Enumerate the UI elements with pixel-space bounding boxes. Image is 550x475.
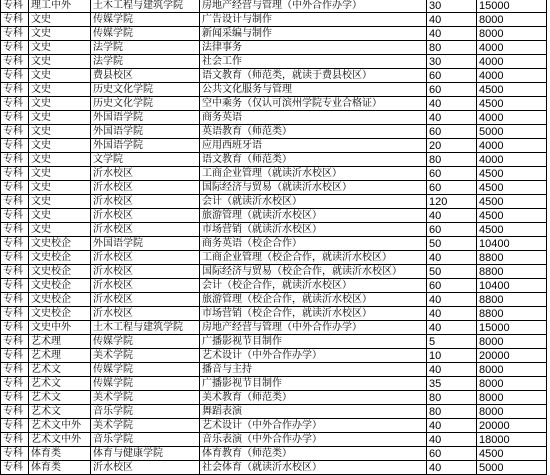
category-cell: 文史 xyxy=(29,209,91,223)
level-cell: 专科 xyxy=(1,237,29,251)
category-cell: 文史 xyxy=(29,167,91,181)
tuition-cell: 4500 xyxy=(477,83,547,97)
table-row xyxy=(1,13,547,27)
table-row xyxy=(1,293,547,307)
plan-count-cell: 40 xyxy=(427,209,477,223)
plan-count-cell: 60 xyxy=(427,69,477,83)
category-cell: 艺术理 xyxy=(29,349,91,363)
level-cell: 专科 xyxy=(1,391,29,405)
college-cell: 美术学院 xyxy=(91,419,200,433)
college-cell: 沂水校区 xyxy=(91,167,200,181)
category-cell: 艺术文中外 xyxy=(29,433,91,447)
table-row xyxy=(1,279,547,293)
category-cell: 文史 xyxy=(29,223,91,237)
category-cell: 艺术文中外 xyxy=(29,419,91,433)
level-cell: 专科 xyxy=(1,377,29,391)
college-cell: 体育与健康学院 xyxy=(91,447,200,461)
plan-count-cell: 40 xyxy=(427,461,477,475)
college-cell: 外国语学院 xyxy=(91,139,200,153)
table-row xyxy=(1,139,547,153)
plan-count-cell: 80 xyxy=(427,405,477,419)
level-cell: 专科 xyxy=(1,41,29,55)
college-cell: 音乐学院 xyxy=(91,405,200,419)
plan-count-cell: 80 xyxy=(427,391,477,405)
tuition-cell: 4000 xyxy=(477,111,547,125)
category-cell: 文史 xyxy=(29,55,91,69)
plan-count-cell: 40 xyxy=(427,419,477,433)
plan-count-cell: 60 xyxy=(427,181,477,195)
category-cell: 文史 xyxy=(29,111,91,125)
college-cell: 美术学院 xyxy=(91,391,200,405)
level-cell: 专科 xyxy=(1,0,29,13)
major-cell: 会计（校企合作，就读沂水校区） xyxy=(200,279,427,293)
table-row xyxy=(1,251,547,265)
tuition-cell: 15000 xyxy=(477,0,547,13)
tuition-cell: 15000 xyxy=(477,321,547,335)
plan-count-cell: 60 xyxy=(427,83,477,97)
tuition-cell: 4500 xyxy=(477,447,547,461)
table-row xyxy=(1,349,547,363)
tuition-cell: 20000 xyxy=(477,419,547,433)
major-cell: 社会体育（就读沂水校区） xyxy=(200,461,427,475)
category-cell: 艺术文 xyxy=(29,405,91,419)
level-cell: 专科 xyxy=(1,111,29,125)
tuition-cell: 8800 xyxy=(477,251,547,265)
plan-count-cell: 60 xyxy=(427,279,477,293)
major-cell: 广播影视节目制作 xyxy=(200,335,427,349)
major-cell: 应用西班牙语 xyxy=(200,139,427,153)
major-cell: 广告设计与制作 xyxy=(200,13,427,27)
category-cell: 文史校企 xyxy=(29,279,91,293)
college-cell: 沂水校区 xyxy=(91,265,200,279)
major-cell: 商务英语 xyxy=(200,111,427,125)
level-cell: 专科 xyxy=(1,349,29,363)
table-row xyxy=(1,377,547,391)
major-cell: 旅游管理（就读沂水校区） xyxy=(200,209,427,223)
major-cell: 国际经济与贸易（校企合作，就读沂水校区） xyxy=(200,265,427,279)
category-cell: 文史 xyxy=(29,139,91,153)
tuition-cell: 4000 xyxy=(477,153,547,167)
level-cell: 专科 xyxy=(1,83,29,97)
college-cell: 沂水校区 xyxy=(91,307,200,321)
category-cell: 体育类 xyxy=(29,447,91,461)
table-row xyxy=(1,167,547,181)
major-cell: 语文教育（师范类，就读于费县校区） xyxy=(200,69,427,83)
table-row xyxy=(1,461,547,475)
level-cell: 专科 xyxy=(1,223,29,237)
level-cell: 专科 xyxy=(1,461,29,475)
major-cell: 市场营销（校企合作，就读沂水校区） xyxy=(200,307,427,321)
plan-count-cell: 40 xyxy=(427,111,477,125)
tuition-cell: 8000 xyxy=(477,335,547,349)
category-cell: 文史 xyxy=(29,153,91,167)
tuition-cell: 4000 xyxy=(477,69,547,83)
level-cell: 专科 xyxy=(1,125,29,139)
tuition-cell: 8000 xyxy=(477,13,547,27)
major-cell: 广播影视节目制作 xyxy=(200,377,427,391)
table-row xyxy=(1,307,547,321)
category-cell: 文史 xyxy=(29,97,91,111)
major-cell: 英语教育（师范类） xyxy=(200,125,427,139)
college-cell: 美术学院 xyxy=(91,349,200,363)
category-cell: 文史中外 xyxy=(29,321,91,335)
major-cell: 市场营销（就读沂水校区） xyxy=(200,223,427,237)
plan-count-cell: 40 xyxy=(427,251,477,265)
level-cell: 专科 xyxy=(1,195,29,209)
plan-count-cell: 40 xyxy=(427,13,477,27)
table-row xyxy=(1,419,547,433)
tuition-cell: 10400 xyxy=(477,237,547,251)
tuition-cell: 8000 xyxy=(477,363,547,377)
level-cell: 专科 xyxy=(1,279,29,293)
plan-count-cell: 5 xyxy=(427,335,477,349)
level-cell: 专科 xyxy=(1,447,29,461)
table-row xyxy=(1,125,547,139)
level-cell: 专科 xyxy=(1,321,29,335)
college-cell: 传媒学院 xyxy=(91,335,200,349)
major-cell: 旅游管理（校企合作，就读沂水校区） xyxy=(200,293,427,307)
major-cell: 工商企业管理（就读沂水校区） xyxy=(200,167,427,181)
major-cell: 社会工作 xyxy=(200,55,427,69)
major-cell: 语文教育（师范类） xyxy=(200,153,427,167)
table-row xyxy=(1,181,547,195)
tuition-cell: 4500 xyxy=(477,223,547,237)
major-cell: 体育教育（师范类） xyxy=(200,447,427,461)
college-cell: 传媒学院 xyxy=(91,27,200,41)
level-cell: 专科 xyxy=(1,209,29,223)
college-cell: 法学院 xyxy=(91,41,200,55)
plan-count-cell: 60 xyxy=(427,125,477,139)
table-row xyxy=(1,391,547,405)
major-cell: 播音与主持 xyxy=(200,363,427,377)
level-cell: 专科 xyxy=(1,405,29,419)
plan-count-cell: 50 xyxy=(427,265,477,279)
tuition-cell: 4500 xyxy=(477,167,547,181)
category-cell: 文史 xyxy=(29,41,91,55)
level-cell: 专科 xyxy=(1,335,29,349)
table-row xyxy=(1,223,547,237)
category-cell: 文史 xyxy=(29,27,91,41)
plan-count-cell: 50 xyxy=(427,237,477,251)
college-cell: 传媒学院 xyxy=(91,13,200,27)
tuition-cell: 4500 xyxy=(477,195,547,209)
major-cell: 公共文化服务与管理 xyxy=(200,83,427,97)
plan-count-cell: 20 xyxy=(427,139,477,153)
level-cell: 专科 xyxy=(1,97,29,111)
category-cell: 文史 xyxy=(29,181,91,195)
table-row xyxy=(1,321,547,335)
tuition-cell: 4500 xyxy=(477,181,547,195)
table-row xyxy=(1,237,547,251)
college-cell: 沂水校区 xyxy=(91,293,200,307)
tuition-cell: 5000 xyxy=(477,125,547,139)
major-cell: 房地产经营与管理（中外合作办学） xyxy=(200,0,427,13)
college-cell: 沂水校区 xyxy=(91,223,200,237)
table-row xyxy=(1,363,547,377)
college-cell: 音乐学院 xyxy=(91,433,200,447)
category-cell: 文史校企 xyxy=(29,293,91,307)
plan-count-cell: 40 xyxy=(427,433,477,447)
college-cell: 沂水校区 xyxy=(91,251,200,265)
tuition-cell: 4500 xyxy=(477,209,547,223)
college-cell: 外国语学院 xyxy=(91,237,200,251)
category-cell: 文史 xyxy=(29,83,91,97)
college-cell: 土木工程与建筑学院 xyxy=(91,0,200,13)
college-cell: 法学院 xyxy=(91,55,200,69)
table-row xyxy=(1,111,547,125)
major-cell: 房地产经营与管理（中外合作办学） xyxy=(200,321,427,335)
plan-count-cell: 120 xyxy=(427,195,477,209)
table-row xyxy=(1,27,547,41)
major-cell: 舞蹈表演 xyxy=(200,405,427,419)
plan-count-cell: 40 xyxy=(427,307,477,321)
table-row xyxy=(1,69,547,83)
level-cell: 专科 xyxy=(1,251,29,265)
table-row xyxy=(1,153,547,167)
category-cell: 文史 xyxy=(29,13,91,27)
category-cell: 文史 xyxy=(29,195,91,209)
plan-count-cell: 30 xyxy=(427,55,477,69)
category-cell: 文史校企 xyxy=(29,237,91,251)
college-cell: 传媒学院 xyxy=(91,377,200,391)
tuition-cell: 18000 xyxy=(477,433,547,447)
table-row xyxy=(1,433,547,447)
tuition-cell: 8000 xyxy=(477,405,547,419)
category-cell: 理工中外 xyxy=(29,0,91,13)
level-cell: 专科 xyxy=(1,265,29,279)
major-cell: 商务英语（校企合作） xyxy=(200,237,427,251)
level-cell: 专科 xyxy=(1,69,29,83)
plan-count-cell: 80 xyxy=(427,153,477,167)
plan-count-cell: 35 xyxy=(427,377,477,391)
category-cell: 文史校企 xyxy=(29,251,91,265)
plan-count-cell: 40 xyxy=(427,27,477,41)
tuition-cell: 8800 xyxy=(477,293,547,307)
major-cell: 空中乘务（仅认可滨州学院专业合格证） xyxy=(200,97,427,111)
tuition-cell: 5000 xyxy=(477,461,547,475)
level-cell: 专科 xyxy=(1,55,29,69)
major-cell: 美术教育（师范类） xyxy=(200,391,427,405)
level-cell: 专科 xyxy=(1,363,29,377)
table-row xyxy=(1,447,547,461)
college-cell: 沂水校区 xyxy=(91,181,200,195)
category-cell: 文史校企 xyxy=(29,307,91,321)
table-row xyxy=(1,405,547,419)
tuition-cell: 4500 xyxy=(477,97,547,111)
plan-count-cell: 30 xyxy=(427,0,477,13)
college-cell: 沂水校区 xyxy=(91,461,200,475)
level-cell: 专科 xyxy=(1,167,29,181)
category-cell: 文史 xyxy=(29,69,91,83)
major-cell: 新闻采编与制作 xyxy=(200,27,427,41)
college-cell: 沂水校区 xyxy=(91,195,200,209)
tuition-cell: 20000 xyxy=(477,349,547,363)
level-cell: 专科 xyxy=(1,419,29,433)
table-row xyxy=(1,83,547,97)
plan-count-cell: 40 xyxy=(427,293,477,307)
major-cell: 法律事务 xyxy=(200,41,427,55)
major-cell: 工商企业管理（校企合作，就读沂水校区） xyxy=(200,251,427,265)
college-cell: 文学院 xyxy=(91,153,200,167)
category-cell: 文史校企 xyxy=(29,265,91,279)
plan-count-cell: 80 xyxy=(427,41,477,55)
level-cell: 专科 xyxy=(1,153,29,167)
category-cell: 文史 xyxy=(29,125,91,139)
table-row xyxy=(1,209,547,223)
level-cell: 专科 xyxy=(1,293,29,307)
plan-count-cell: 40 xyxy=(427,97,477,111)
tuition-cell: 8000 xyxy=(477,391,547,405)
major-cell: 艺术设计（中外合作办学） xyxy=(200,419,427,433)
plan-count-cell: 60 xyxy=(427,447,477,461)
category-cell: 艺术文 xyxy=(29,377,91,391)
major-cell: 会计（就读沂水校区） xyxy=(200,195,427,209)
major-cell: 国际经济与贸易（就读沂水校区） xyxy=(200,181,427,195)
tuition-cell: 4000 xyxy=(477,139,547,153)
college-cell: 费县校区 xyxy=(91,69,200,83)
tuition-cell: 4000 xyxy=(477,55,547,69)
category-cell: 艺术理 xyxy=(29,335,91,349)
level-cell: 专科 xyxy=(1,181,29,195)
category-cell: 体育类 xyxy=(29,461,91,475)
table-row xyxy=(1,41,547,55)
plan-count-cell: 10 xyxy=(427,349,477,363)
level-cell: 专科 xyxy=(1,13,29,27)
tuition-cell: 8000 xyxy=(477,27,547,41)
level-cell: 专科 xyxy=(1,27,29,41)
major-cell: 音乐表演（中外合作办学） xyxy=(200,433,427,447)
major-cell: 艺术设计（中外合作办学） xyxy=(200,349,427,363)
table-row xyxy=(1,97,547,111)
level-cell: 专科 xyxy=(1,139,29,153)
tuition-cell: 4000 xyxy=(477,41,547,55)
table-row xyxy=(1,55,547,69)
tuition-cell: 10400 xyxy=(477,279,547,293)
college-cell: 历史文化学院 xyxy=(91,83,200,97)
college-cell: 沂水校区 xyxy=(91,279,200,293)
college-cell: 传媒学院 xyxy=(91,363,200,377)
table-row xyxy=(1,335,547,349)
table-row xyxy=(1,195,547,209)
college-cell: 历史文化学院 xyxy=(91,97,200,111)
plan-count-cell: 60 xyxy=(427,167,477,181)
tuition-cell: 8800 xyxy=(477,265,547,279)
plan-count-cell: 60 xyxy=(427,223,477,237)
table-row xyxy=(1,0,547,13)
table-row xyxy=(1,265,547,279)
level-cell: 专科 xyxy=(1,433,29,447)
level-cell: 专科 xyxy=(1,307,29,321)
college-cell: 沂水校区 xyxy=(91,209,200,223)
college-cell: 外国语学院 xyxy=(91,111,200,125)
tuition-cell: 8800 xyxy=(477,307,547,321)
plan-count-cell: 40 xyxy=(427,321,477,335)
category-cell: 艺术文 xyxy=(29,363,91,377)
college-cell: 土木工程与建筑学院 xyxy=(91,321,200,335)
tuition-cell: 8000 xyxy=(477,377,547,391)
college-cell: 外国语学院 xyxy=(91,125,200,139)
category-cell: 艺术文 xyxy=(29,391,91,405)
plan-count-cell: 40 xyxy=(427,363,477,377)
